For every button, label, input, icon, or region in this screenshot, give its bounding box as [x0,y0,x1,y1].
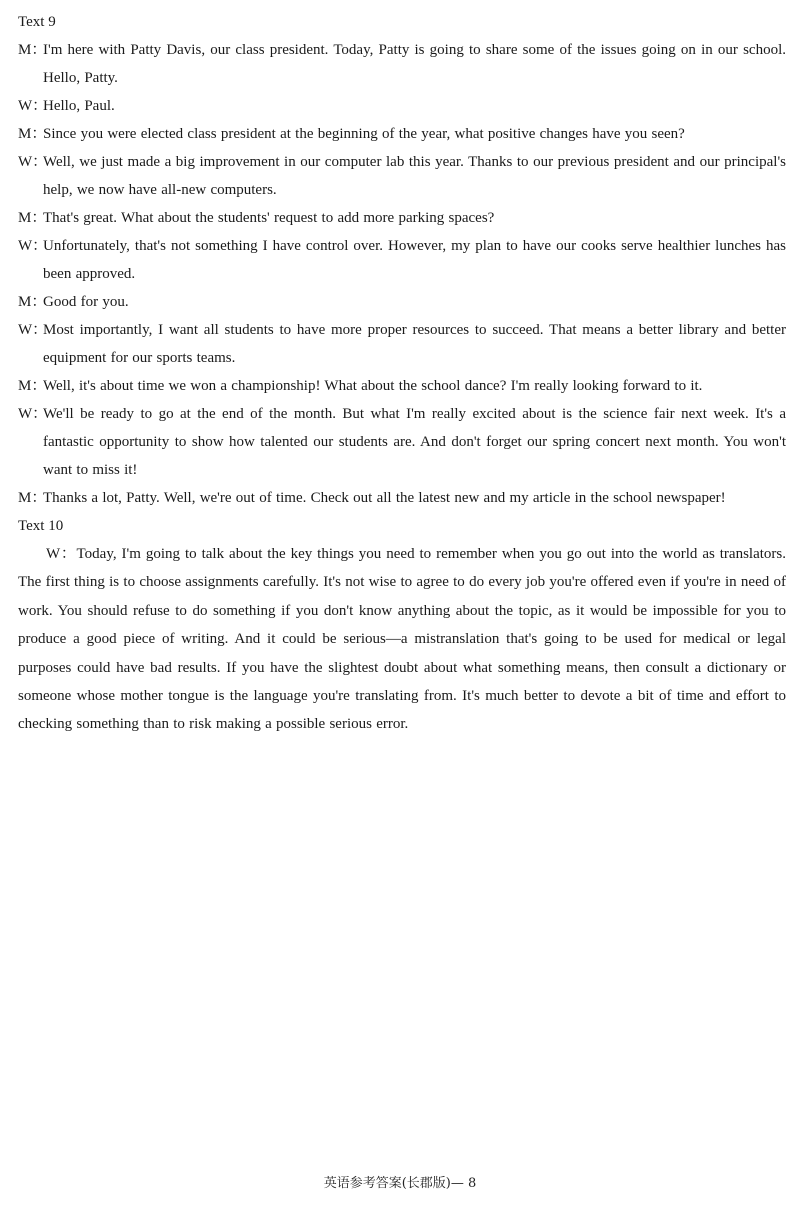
speaker-label: W： [18,98,48,114]
speaker-label: M： [18,126,47,142]
turn-text: Thanks a lot, Patty. Well, we're out of time. Check out all the latest new and my article in the school newspaper! [43,490,726,506]
turn-text: Good for you. [43,294,129,310]
text9-dialogue [18,36,786,512]
turn-text: Most importantly, I want all students to have more proper resources to succeed. That means a better library and better equipment for our sports teams. [43,322,786,366]
dialogue-turn [18,232,786,288]
dialogue-turn [18,400,786,484]
speaker-label: M： [18,490,47,506]
page-content [18,8,786,739]
text9-heading: Text 9 [18,14,56,30]
turn-text: Unfortunately, that's not something I have control over. However, my plan to have our cooks serve healthier lunches has been approved. [43,238,786,282]
dialogue-turn [18,316,786,372]
speaker-label: W： [18,238,48,254]
dialogue-turn [18,36,786,92]
dialogue-turn [18,484,786,512]
text10-paragraph: W：Today, I'm going to talk about the key things you need to remember when you go out into the world as translators. The first thing is to choose assignments carefully. It's not wise to agree to do every job you're offered even if you're in need of work. You should refuse to do something if you don't know anything about the topic, as it would be impossible for you to produce a good piece of writing. And it could be serious—a mistranslation that's going to be used for medical or legal purposes could have bad results. If you have the slightest doubt about what something means, then consult a dictionary or someone whose mother tongue is the language you're translating from. It's much better to devote a bit of time and effort to checking something than to risk making a possible serious error. [18,546,786,733]
dialogue-turn [18,148,786,204]
turn-text: We'll be ready to go at the end of the month. But what I'm really excited about is the science fair next week. It's a fantastic opportunity to show how talented our students are. And don't forget our spring concert next month. You won't want to miss it! [43,406,786,478]
turn-text: That's great. What about the students' request to add more parking spaces? [43,210,495,226]
turn-text: Well, we just made a big improvement in our computer lab this year. Thanks to our previous president and our principal's help, we now have all-new computers. [43,154,786,198]
speaker-label: W： [18,406,48,422]
speaker-label: W： [18,322,48,338]
turn-text: Hello, Paul. [43,98,115,114]
dialogue-turn [18,204,786,232]
text10-heading: Text 10 [18,518,64,534]
dialogue-turn [18,372,786,400]
page-footer: 英语参考答案(长郡版)— 8 [323,1176,477,1191]
turn-text: I'm here with Patty Davis, our class president. Today, Patty is going to share some of the issues going on in our school. Hello, Patty. [43,42,786,86]
speaker-label: W： [18,154,48,170]
speaker-label: M： [18,210,47,226]
turn-text: Well, it's about time we won a championship! What about the school dance? I'm really looking forward to it. [43,378,703,394]
speaker-label: M： [18,294,47,310]
speaker-label: M： [18,42,47,58]
speaker-label: M： [18,378,47,394]
turn-text: Since you were elected class president at the beginning of the year, what positive changes have you seen? [43,126,685,142]
dialogue-turn [18,120,786,148]
dialogue-turn [18,92,786,120]
dialogue-turn [18,288,786,316]
